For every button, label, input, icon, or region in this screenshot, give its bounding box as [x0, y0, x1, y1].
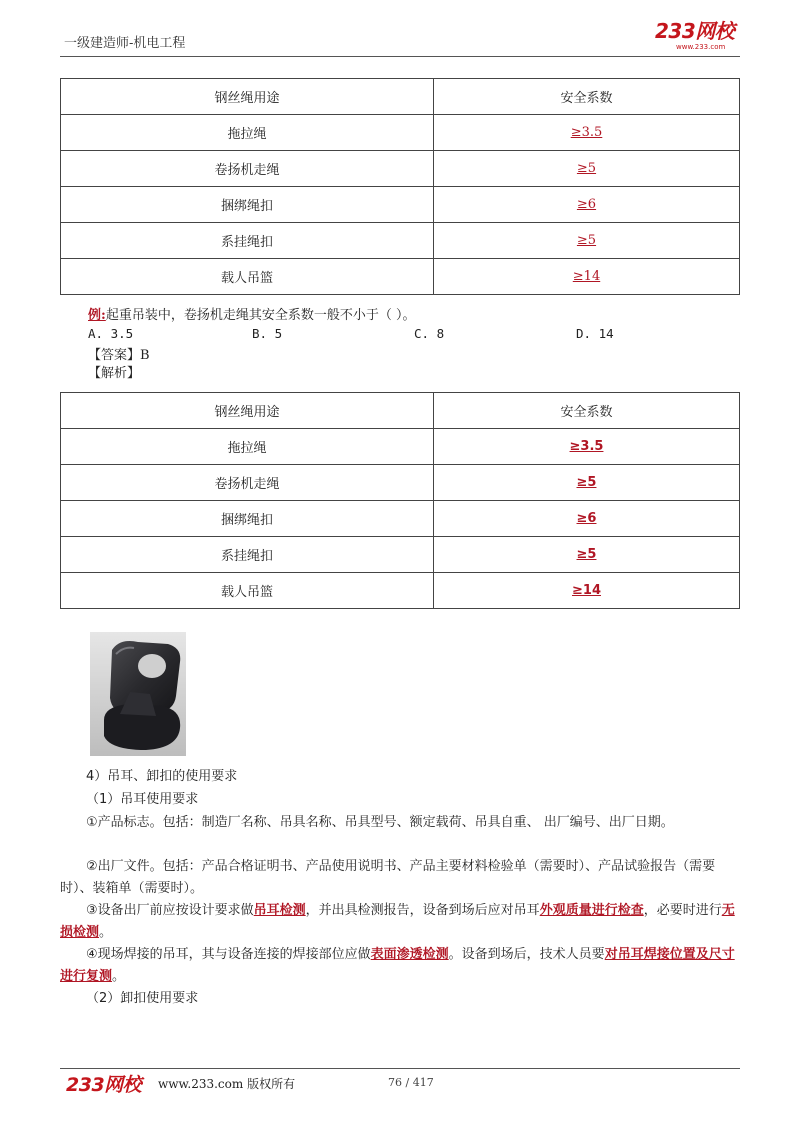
- table-row: [61, 537, 740, 573]
- paragraph-factory-docs: ②出厂文件。包括：产品合格证明书、产品使用说明书、产品主要材料检验单（需要时）、产品试验报告（需要时）、装箱单（需要时）。: [60, 859, 716, 896]
- paragraph-welded-lug: [60, 944, 740, 988]
- safety-factor-cell: [434, 223, 740, 259]
- question-text: 起重吊装中，卷扬机走绳其安全系数一般不小于（ ）。: [105, 308, 416, 323]
- text-run: ，并出具检测报告，设备到场后应对吊耳: [305, 903, 540, 918]
- safety-factor-value: ≥14: [572, 583, 601, 598]
- table-header-cell: 安全系数: [434, 79, 740, 115]
- text-run: ③设备出厂前应按设计要求做: [86, 903, 254, 918]
- subsection-heading-1: （1）吊耳使用要求: [86, 792, 199, 807]
- text-run: 。: [99, 925, 113, 940]
- footer-logo: 233网校: [66, 1074, 142, 1096]
- lifting-lug-photo: [90, 632, 186, 756]
- table-row: [61, 501, 740, 537]
- option-a: A. 3.5: [88, 326, 134, 341]
- safety-factor-table-2: [60, 392, 740, 609]
- table-header-cell: 钢丝绳用途: [61, 79, 434, 115]
- page-number: 76 / 417: [388, 1076, 434, 1089]
- table-row: [61, 223, 740, 259]
- rope-usage-cell: 系挂绳扣: [61, 223, 434, 259]
- table-header-row: [61, 393, 740, 429]
- key-term: 无损检测: [60, 903, 735, 940]
- text-run: 。: [112, 969, 126, 984]
- table-row: [61, 573, 740, 609]
- footer-copyright: www.233.com 版权所有: [158, 1077, 296, 1091]
- safety-factor-cell: [434, 259, 740, 295]
- footer-divider: [60, 1068, 740, 1069]
- safety-factor-cell: [434, 537, 740, 573]
- table-header-cell: 钢丝绳用途: [61, 393, 434, 429]
- text-run: ，必要时进行: [643, 903, 722, 918]
- table-row: [61, 465, 740, 501]
- rope-usage-cell: 系挂绳扣: [61, 537, 434, 573]
- safety-factor-value: ≥3.5: [569, 439, 604, 454]
- section-heading-4: 4）吊耳、卸扣的使用要求: [86, 769, 238, 784]
- table-header-row: [61, 79, 740, 115]
- answer-line: 【答案】B: [88, 348, 150, 363]
- safety-factor-cell: [434, 429, 740, 465]
- safety-factor-value: ≥5: [576, 547, 597, 562]
- option-d: D. 14: [576, 326, 614, 341]
- safety-factor-cell: [434, 465, 740, 501]
- safety-factor-value: ≥6: [576, 511, 597, 526]
- safety-factor-value: ≥5: [576, 233, 597, 248]
- document-header-title: 一级建造师-机电工程: [64, 36, 186, 51]
- rope-usage-cell: 载人吊篮: [61, 259, 434, 295]
- text-run: ④现场焊接的吊耳，其与设备连接的焊接部位应做: [86, 947, 371, 962]
- rope-usage-cell: 拖拉绳: [61, 429, 434, 465]
- safety-factor-cell: [434, 187, 740, 223]
- paragraph-lug-inspection: [60, 900, 740, 944]
- rope-usage-cell: 拖拉绳: [61, 115, 434, 151]
- safety-factor-value: ≥5: [576, 161, 597, 176]
- rope-usage-cell: 捆绑绳扣: [61, 187, 434, 223]
- safety-factor-value: ≥14: [572, 269, 601, 284]
- option-c: C. 8: [414, 326, 445, 341]
- paragraph-product-mark: ①产品标志。包括：制造厂名称、吊具名称、吊具型号、额定载荷、吊具自重、 出厂编号、出厂日期。: [86, 815, 674, 830]
- header-divider: [60, 56, 740, 57]
- key-term: 吊耳检测: [253, 903, 306, 918]
- key-term: 外观质量进行检查: [539, 903, 644, 918]
- table-header-cell: 安全系数: [434, 393, 740, 429]
- text-run: 。设备到场后，技术人员要: [448, 947, 605, 962]
- key-term: 对吊耳焊接位置及尺寸进行复测: [60, 947, 735, 984]
- example-label: 例:: [88, 308, 106, 323]
- table-row: [61, 259, 740, 295]
- rope-usage-cell: 载人吊篮: [61, 573, 434, 609]
- rope-usage-cell: 卷扬机走绳: [61, 465, 434, 501]
- subsection-heading-2: （2）卸扣使用要求: [86, 991, 199, 1006]
- table-row: [61, 115, 740, 151]
- brand-logo-url: www.233.com: [676, 43, 726, 51]
- example-question: [88, 304, 415, 323]
- safety-factor-cell: [434, 573, 740, 609]
- safety-factor-cell: [434, 115, 740, 151]
- analysis-label: 【解析】: [88, 366, 141, 381]
- option-b: B. 5: [252, 326, 283, 341]
- rope-usage-cell: 捆绑绳扣: [61, 501, 434, 537]
- safety-factor-table-1: [60, 78, 740, 295]
- table-row: [61, 151, 740, 187]
- table-row: [61, 429, 740, 465]
- rope-usage-cell: 卷扬机走绳: [61, 151, 434, 187]
- safety-factor-cell: [434, 501, 740, 537]
- safety-factor-cell: [434, 151, 740, 187]
- brand-logo: 233网校: [655, 19, 735, 43]
- key-term: 表面渗透检测: [370, 947, 449, 962]
- safety-factor-value: ≥5: [576, 475, 597, 490]
- table-row: [61, 187, 740, 223]
- safety-factor-value: ≥3.5: [570, 125, 603, 140]
- safety-factor-value: ≥6: [576, 197, 597, 212]
